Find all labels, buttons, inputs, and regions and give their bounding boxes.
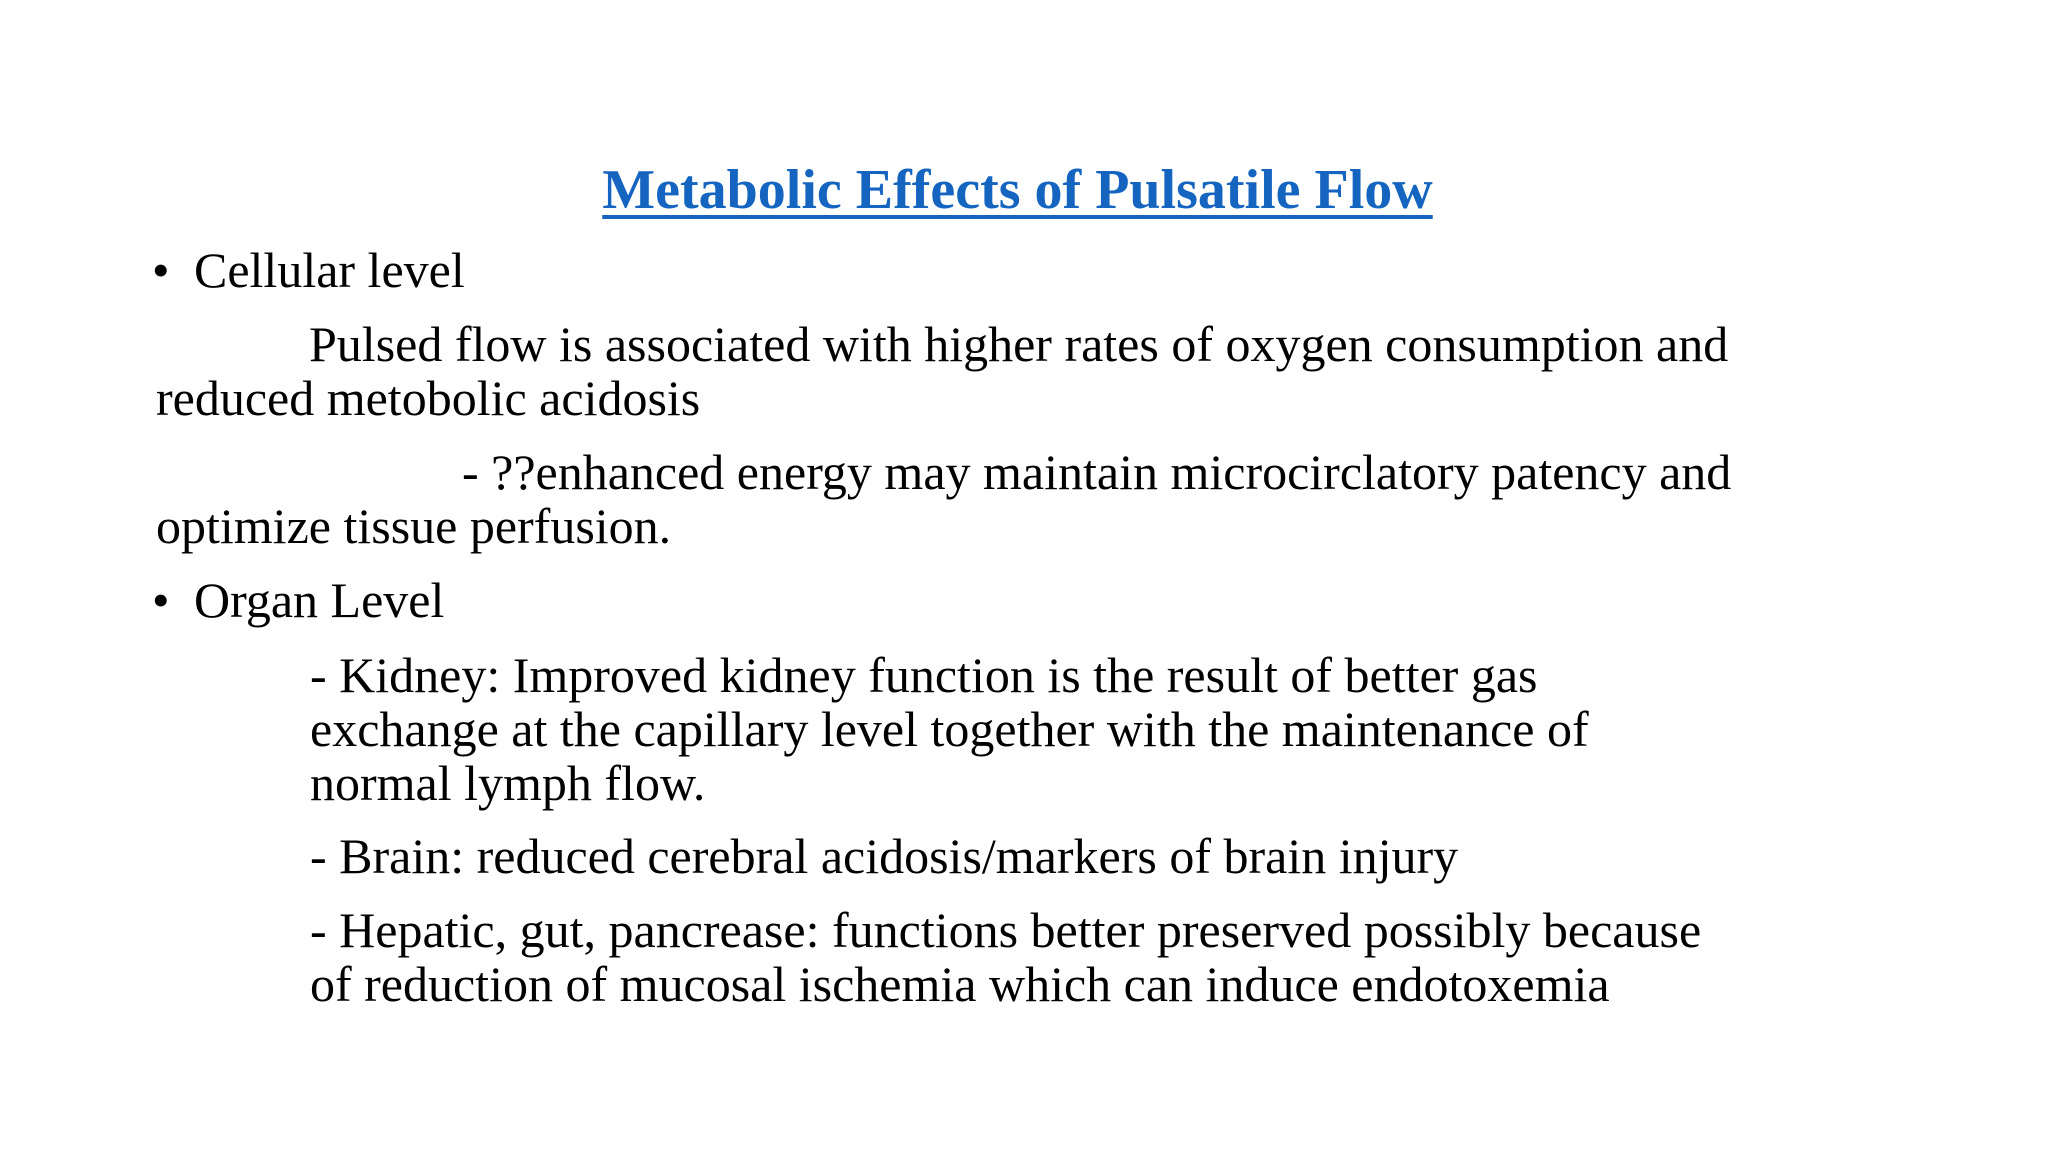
bullet-dot: • — [152, 242, 170, 298]
kidney-line1: - Kidney: Improved kidney function is the result of better gas — [310, 647, 1538, 703]
organ-heading: Organ Level — [194, 572, 445, 628]
cellular-para2-line2: optimize tissue perfusion. — [156, 498, 672, 554]
bullet-organ-level — [152, 570, 444, 630]
bullet-cellular-level — [152, 240, 465, 300]
kidney-line2: exchange at the capillary level together with the maintenance of — [310, 701, 1589, 757]
cellular-para2-line1: - ??enhanced energy may maintain microcirclatory patency and — [462, 444, 1732, 500]
cellular-paragraph-1 — [156, 317, 1728, 425]
brain-line: - Brain: reduced cerebral acidosis/markers of brain injury — [310, 828, 1459, 884]
cellular-paragraph-2 — [156, 445, 1731, 553]
bullet-dot: • — [152, 572, 170, 628]
slide-title: Metabolic Effects of Pulsatile Flow — [602, 159, 1433, 221]
cellular-para1-line1: Pulsed flow is associated with higher rates of oxygen consumption and — [309, 316, 1729, 372]
hepatic-line1: - Hepatic, gut, pancrease: functions better preserved possibly because — [310, 902, 1702, 958]
hepatic-line2: of reduction of mucosal ischemia which can induce endotoxemia — [310, 956, 1610, 1012]
cellular-heading: Cellular level — [194, 242, 465, 298]
organ-hepatic — [310, 903, 1701, 1011]
kidney-line3: normal lymph flow. — [310, 755, 706, 811]
organ-brain — [310, 829, 1458, 883]
cellular-para1-line2: reduced metobolic acidosis — [156, 370, 701, 426]
organ-kidney — [310, 648, 1589, 810]
